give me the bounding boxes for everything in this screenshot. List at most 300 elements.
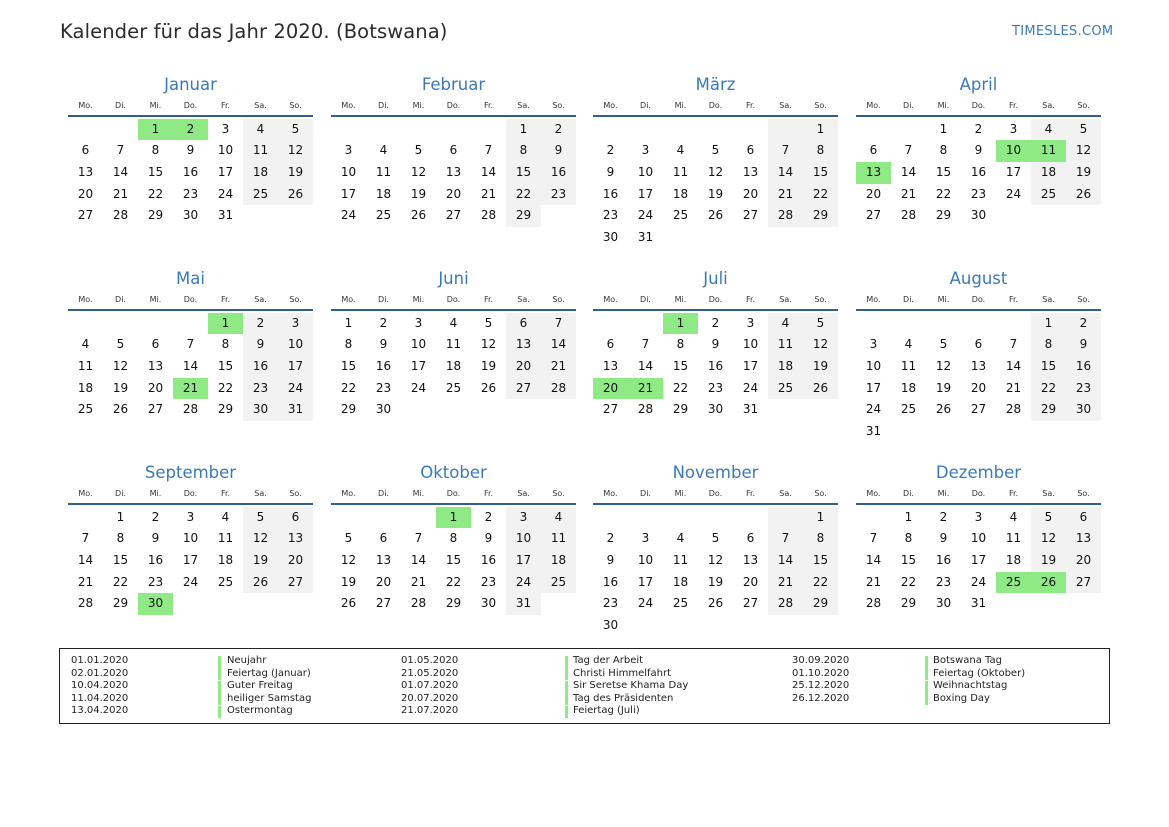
day-cell[interactable]: 23 (1066, 378, 1101, 400)
day-cell[interactable]: 31 (217, 208, 234, 223)
day-cell[interactable]: 20 (506, 356, 541, 378)
day-cell[interactable]: 26 (935, 402, 952, 417)
day-cell[interactable]: 10 (182, 531, 199, 546)
day-cell[interactable]: 27 (602, 402, 619, 417)
day-cell[interactable]: 18 (445, 358, 462, 373)
day-cell[interactable]: 9 (379, 337, 388, 352)
day-cell[interactable]: 25 (768, 378, 803, 400)
day-cell[interactable]: 24 (742, 380, 759, 395)
day-cell[interactable]: 14 (182, 358, 199, 373)
day-cell[interactable]: 16 (541, 162, 576, 184)
day-cell[interactable]: 11 (445, 337, 462, 352)
day-cell[interactable]: 24 (970, 574, 987, 589)
day-cell[interactable]: 28 (900, 208, 917, 223)
day-cell[interactable]: 15 (803, 162, 838, 184)
day-cell[interactable]: 7 (484, 143, 493, 158)
day-cell[interactable]: 23 (935, 574, 952, 589)
day-cell[interactable]: 29 (506, 205, 541, 227)
day-cell[interactable]: 3 (344, 143, 353, 158)
holiday-day[interactable]: 11 (1031, 140, 1066, 162)
day-cell[interactable]: 10 (217, 143, 234, 158)
holiday-day[interactable]: 26 (1031, 572, 1066, 594)
day-cell[interactable]: 13 (77, 164, 94, 179)
day-cell[interactable]: 17 (410, 358, 427, 373)
day-cell[interactable]: 12 (278, 140, 313, 162)
day-cell[interactable]: 17 (340, 186, 357, 201)
day-cell[interactable]: 9 (1066, 334, 1101, 356)
day-cell[interactable]: 8 (344, 337, 353, 352)
day-cell[interactable]: 2 (243, 313, 278, 335)
holiday-day[interactable]: 13 (856, 162, 891, 184)
holiday-day[interactable]: 1 (663, 313, 698, 335)
day-cell[interactable]: 6 (278, 507, 313, 529)
day-cell[interactable]: 22 (672, 380, 689, 395)
day-cell[interactable]: 7 (641, 337, 650, 352)
day-cell[interactable]: 11 (1005, 531, 1022, 546)
day-cell[interactable]: 23 (375, 380, 392, 395)
day-cell[interactable]: 5 (939, 337, 948, 352)
day-cell[interactable]: 28 (865, 596, 882, 611)
day-cell[interactable]: 23 (602, 596, 619, 611)
day-cell[interactable]: 28 (77, 596, 94, 611)
day-cell[interactable]: 28 (637, 402, 654, 417)
day-cell[interactable]: 3 (278, 313, 313, 335)
day-cell[interactable]: 19 (707, 574, 724, 589)
day-cell[interactable]: 15 (112, 552, 129, 567)
day-cell[interactable]: 27 (375, 596, 392, 611)
day-cell[interactable]: 27 (506, 378, 541, 400)
day-cell[interactable]: 22 (340, 380, 357, 395)
day-cell[interactable]: 26 (707, 208, 724, 223)
day-cell[interactable]: 4 (1009, 509, 1018, 524)
day-cell[interactable]: 9 (151, 531, 160, 546)
day-cell[interactable]: 31 (970, 596, 987, 611)
holiday-day[interactable]: 10 (996, 140, 1031, 162)
holiday-day[interactable]: 25 (996, 572, 1031, 594)
day-cell[interactable]: 1 (904, 509, 913, 524)
day-cell[interactable]: 4 (379, 143, 388, 158)
day-cell[interactable]: 29 (900, 596, 917, 611)
day-cell[interactable]: 19 (480, 358, 497, 373)
day-cell[interactable]: 7 (869, 531, 878, 546)
day-cell[interactable]: 2 (541, 119, 576, 141)
day-cell[interactable]: 28 (182, 402, 199, 417)
day-cell[interactable]: 27 (865, 208, 882, 223)
day-cell[interactable]: 17 (217, 164, 234, 179)
day-cell[interactable]: 22 (803, 184, 838, 206)
day-cell[interactable]: 22 (217, 380, 234, 395)
day-cell[interactable]: 21 (900, 186, 917, 201)
holiday-day[interactable]: 21 (628, 378, 663, 400)
day-cell[interactable]: 29 (1031, 399, 1066, 421)
day-cell[interactable]: 2 (151, 509, 160, 524)
day-cell[interactable]: 20 (742, 186, 759, 201)
day-cell[interactable]: 6 (869, 143, 878, 158)
day-cell[interactable]: 17 (637, 574, 654, 589)
day-cell[interactable]: 17 (278, 356, 313, 378)
day-cell[interactable]: 27 (77, 208, 94, 223)
day-cell[interactable]: 30 (1066, 399, 1101, 421)
day-cell[interactable]: 1 (803, 119, 838, 141)
day-cell[interactable]: 28 (410, 596, 427, 611)
day-cell[interactable]: 11 (672, 164, 689, 179)
day-cell[interactable]: 1 (1031, 313, 1066, 335)
day-cell[interactable]: 13 (147, 358, 164, 373)
day-cell[interactable]: 3 (221, 121, 230, 136)
day-cell[interactable]: 12 (803, 334, 838, 356)
day-cell[interactable]: 20 (147, 380, 164, 395)
day-cell[interactable]: 3 (1009, 121, 1018, 136)
day-cell[interactable]: 5 (1031, 507, 1066, 529)
day-cell[interactable]: 14 (541, 334, 576, 356)
day-cell[interactable]: 12 (1031, 528, 1066, 550)
day-cell[interactable]: 12 (707, 164, 724, 179)
day-cell[interactable]: 11 (541, 528, 576, 550)
day-cell[interactable]: 21 (865, 574, 882, 589)
day-cell[interactable]: 7 (414, 531, 423, 546)
day-cell[interactable]: 9 (541, 140, 576, 162)
day-cell[interactable]: 29 (147, 208, 164, 223)
day-cell[interactable]: 29 (445, 596, 462, 611)
day-cell[interactable]: 18 (217, 552, 234, 567)
day-cell[interactable]: 15 (900, 552, 917, 567)
day-cell[interactable]: 4 (676, 143, 685, 158)
day-cell[interactable]: 11 (217, 531, 234, 546)
day-cell[interactable]: 31 (742, 402, 759, 417)
day-cell[interactable]: 27 (970, 402, 987, 417)
day-cell[interactable]: 12 (340, 552, 357, 567)
day-cell[interactable]: 15 (935, 164, 952, 179)
day-cell[interactable]: 7 (541, 313, 576, 335)
day-cell[interactable]: 18 (900, 380, 917, 395)
day-cell[interactable]: 19 (1066, 162, 1101, 184)
day-cell[interactable]: 14 (77, 552, 94, 567)
day-cell[interactable]: 4 (449, 315, 458, 330)
day-cell[interactable]: 5 (243, 507, 278, 529)
day-cell[interactable]: 18 (672, 574, 689, 589)
day-cell[interactable]: 24 (1005, 186, 1022, 201)
day-cell[interactable]: 21 (77, 574, 94, 589)
day-cell[interactable]: 23 (541, 184, 576, 206)
day-cell[interactable]: 24 (637, 596, 654, 611)
day-cell[interactable]: 4 (541, 507, 576, 529)
day-cell[interactable]: 14 (768, 550, 803, 572)
day-cell[interactable]: 3 (186, 509, 195, 524)
day-cell[interactable]: 6 (974, 337, 983, 352)
day-cell[interactable]: 4 (243, 119, 278, 141)
day-cell[interactable]: 9 (484, 531, 493, 546)
day-cell[interactable]: 1 (803, 507, 838, 529)
day-cell[interactable]: 20 (278, 550, 313, 572)
day-cell[interactable]: 2 (974, 121, 983, 136)
day-cell[interactable]: 22 (112, 574, 129, 589)
day-cell[interactable]: 26 (243, 572, 278, 594)
day-cell[interactable]: 26 (340, 596, 357, 611)
day-cell[interactable]: 13 (602, 358, 619, 373)
day-cell[interactable]: 3 (506, 507, 541, 529)
day-cell[interactable]: 15 (803, 550, 838, 572)
day-cell[interactable]: 13 (1066, 528, 1101, 550)
day-cell[interactable]: 15 (1031, 356, 1066, 378)
day-cell[interactable]: 6 (81, 143, 90, 158)
day-cell[interactable]: 21 (768, 572, 803, 594)
day-cell[interactable]: 2 (711, 315, 720, 330)
day-cell[interactable]: 22 (803, 572, 838, 594)
site-link[interactable]: TIMESLES.COM (1012, 24, 1114, 39)
day-cell[interactable]: 5 (278, 119, 313, 141)
day-cell[interactable]: 23 (182, 186, 199, 201)
day-cell[interactable]: 14 (900, 164, 917, 179)
day-cell[interactable]: 27 (742, 596, 759, 611)
day-cell[interactable]: 9 (243, 334, 278, 356)
day-cell[interactable]: 24 (865, 402, 882, 417)
day-cell[interactable]: 7 (1009, 337, 1018, 352)
day-cell[interactable]: 31 (278, 399, 313, 421)
day-cell[interactable]: 14 (637, 358, 654, 373)
day-cell[interactable]: 8 (116, 531, 125, 546)
day-cell[interactable]: 17 (182, 552, 199, 567)
day-cell[interactable]: 8 (676, 337, 685, 352)
day-cell[interactable]: 6 (606, 337, 615, 352)
day-cell[interactable]: 3 (641, 143, 650, 158)
day-cell[interactable]: 31 (506, 593, 541, 615)
day-cell[interactable]: 28 (768, 593, 803, 615)
day-cell[interactable]: 13 (742, 552, 759, 567)
day-cell[interactable]: 9 (939, 531, 948, 546)
day-cell[interactable]: 26 (707, 596, 724, 611)
day-cell[interactable]: 14 (112, 164, 129, 179)
day-cell[interactable]: 5 (484, 315, 493, 330)
day-cell[interactable]: 30 (970, 208, 987, 223)
day-cell[interactable]: 14 (480, 164, 497, 179)
day-cell[interactable]: 13 (445, 164, 462, 179)
day-cell[interactable]: 12 (935, 358, 952, 373)
day-cell[interactable]: 5 (711, 143, 720, 158)
day-cell[interactable]: 4 (676, 531, 685, 546)
day-cell[interactable]: 28 (768, 205, 803, 227)
day-cell[interactable]: 9 (711, 337, 720, 352)
day-cell[interactable]: 11 (900, 358, 917, 373)
day-cell[interactable]: 19 (803, 356, 838, 378)
day-cell[interactable]: 14 (410, 552, 427, 567)
day-cell[interactable]: 8 (803, 528, 838, 550)
day-cell[interactable]: 13 (278, 528, 313, 550)
holiday-day[interactable]: 1 (208, 313, 243, 335)
day-cell[interactable]: 24 (637, 208, 654, 223)
day-cell[interactable]: 17 (865, 380, 882, 395)
day-cell[interactable]: 21 (541, 356, 576, 378)
day-cell[interactable]: 30 (375, 402, 392, 417)
day-cell[interactable]: 29 (340, 402, 357, 417)
day-cell[interactable]: 16 (602, 186, 619, 201)
day-cell[interactable]: 20 (970, 380, 987, 395)
day-cell[interactable]: 7 (768, 140, 803, 162)
day-cell[interactable]: 8 (904, 531, 913, 546)
day-cell[interactable]: 5 (711, 531, 720, 546)
day-cell[interactable]: 7 (904, 143, 913, 158)
day-cell[interactable]: 9 (974, 143, 983, 158)
day-cell[interactable]: 2 (1066, 313, 1101, 335)
day-cell[interactable]: 23 (707, 380, 724, 395)
day-cell[interactable]: 25 (672, 596, 689, 611)
day-cell[interactable]: 20 (375, 574, 392, 589)
day-cell[interactable]: 14 (865, 552, 882, 567)
day-cell[interactable]: 25 (672, 208, 689, 223)
holiday-day[interactable]: 21 (173, 378, 208, 400)
day-cell[interactable]: 7 (768, 528, 803, 550)
day-cell[interactable]: 18 (672, 186, 689, 201)
day-cell[interactable]: 2 (606, 531, 615, 546)
day-cell[interactable]: 5 (344, 531, 353, 546)
day-cell[interactable]: 25 (445, 380, 462, 395)
day-cell[interactable]: 22 (506, 184, 541, 206)
day-cell[interactable]: 8 (1031, 334, 1066, 356)
day-cell[interactable]: 6 (1066, 507, 1101, 529)
day-cell[interactable]: 15 (506, 162, 541, 184)
day-cell[interactable]: 22 (900, 574, 917, 589)
day-cell[interactable]: 15 (340, 358, 357, 373)
day-cell[interactable]: 9 (606, 552, 615, 567)
day-cell[interactable]: 8 (506, 140, 541, 162)
day-cell[interactable]: 2 (606, 143, 615, 158)
day-cell[interactable]: 29 (803, 205, 838, 227)
day-cell[interactable]: 12 (1066, 140, 1101, 162)
day-cell[interactable]: 2 (379, 315, 388, 330)
day-cell[interactable]: 4 (768, 313, 803, 335)
day-cell[interactable]: 30 (602, 618, 619, 632)
day-cell[interactable]: 15 (672, 358, 689, 373)
day-cell[interactable]: 8 (449, 531, 458, 546)
day-cell[interactable]: 29 (672, 402, 689, 417)
day-cell[interactable]: 26 (278, 184, 313, 206)
day-cell[interactable]: 11 (243, 140, 278, 162)
day-cell[interactable]: 23 (147, 574, 164, 589)
day-cell[interactable]: 17 (970, 552, 987, 567)
day-cell[interactable]: 16 (1066, 356, 1101, 378)
day-cell[interactable]: 16 (182, 164, 199, 179)
day-cell[interactable]: 23 (602, 208, 619, 223)
day-cell[interactable]: 16 (935, 552, 952, 567)
day-cell[interactable]: 3 (869, 337, 878, 352)
day-cell[interactable]: 9 (606, 164, 615, 179)
day-cell[interactable]: 21 (768, 184, 803, 206)
day-cell[interactable]: 30 (243, 399, 278, 421)
day-cell[interactable]: 21 (112, 186, 129, 201)
day-cell[interactable]: 30 (602, 230, 619, 244)
day-cell[interactable]: 13 (742, 164, 759, 179)
day-cell[interactable]: 27 (278, 572, 313, 594)
day-cell[interactable]: 8 (939, 143, 948, 158)
day-cell[interactable]: 24 (182, 574, 199, 589)
day-cell[interactable]: 1 (939, 121, 948, 136)
day-cell[interactable]: 30 (707, 402, 724, 417)
day-cell[interactable]: 8 (803, 140, 838, 162)
day-cell[interactable]: 17 (742, 358, 759, 373)
holiday-day[interactable]: 30 (138, 593, 173, 615)
day-cell[interactable]: 29 (935, 208, 952, 223)
day-cell[interactable]: 24 (340, 208, 357, 223)
day-cell[interactable]: 10 (278, 334, 313, 356)
day-cell[interactable]: 20 (1066, 550, 1101, 572)
day-cell[interactable]: 20 (445, 186, 462, 201)
day-cell[interactable]: 12 (112, 358, 129, 373)
day-cell[interactable]: 16 (147, 552, 164, 567)
day-cell[interactable]: 30 (935, 596, 952, 611)
day-cell[interactable]: 16 (970, 164, 987, 179)
day-cell[interactable]: 2 (484, 509, 493, 524)
day-cell[interactable]: 18 (1031, 162, 1066, 184)
day-cell[interactable]: 24 (217, 186, 234, 201)
day-cell[interactable]: 24 (410, 380, 427, 395)
day-cell[interactable]: 23 (480, 574, 497, 589)
day-cell[interactable]: 19 (340, 574, 357, 589)
day-cell[interactable]: 6 (449, 143, 458, 158)
holiday-day[interactable]: 1 (138, 119, 173, 141)
day-cell[interactable]: 6 (506, 313, 541, 335)
day-cell[interactable]: 26 (1066, 184, 1101, 206)
day-cell[interactable]: 18 (77, 380, 94, 395)
day-cell[interactable]: 18 (243, 162, 278, 184)
day-cell[interactable]: 19 (243, 550, 278, 572)
day-cell[interactable]: 18 (768, 356, 803, 378)
day-cell[interactable]: 5 (803, 313, 838, 335)
day-cell[interactable]: 16 (480, 552, 497, 567)
day-cell[interactable]: 29 (217, 402, 234, 417)
day-cell[interactable]: 10 (970, 531, 987, 546)
day-cell[interactable]: 22 (445, 574, 462, 589)
day-cell[interactable]: 3 (414, 315, 423, 330)
day-cell[interactable]: 13 (970, 358, 987, 373)
day-cell[interactable]: 27 (445, 208, 462, 223)
day-cell[interactable]: 30 (182, 208, 199, 223)
day-cell[interactable]: 12 (410, 164, 427, 179)
day-cell[interactable]: 31 (865, 424, 882, 438)
day-cell[interactable]: 23 (970, 186, 987, 201)
day-cell[interactable]: 1 (116, 509, 125, 524)
day-cell[interactable]: 6 (151, 337, 160, 352)
day-cell[interactable]: 10 (506, 528, 541, 550)
day-cell[interactable]: 28 (1005, 402, 1022, 417)
day-cell[interactable]: 16 (707, 358, 724, 373)
day-cell[interactable]: 18 (1005, 552, 1022, 567)
day-cell[interactable]: 14 (768, 162, 803, 184)
day-cell[interactable]: 5 (116, 337, 125, 352)
day-cell[interactable]: 17 (506, 550, 541, 572)
day-cell[interactable]: 25 (77, 402, 94, 417)
day-cell[interactable]: 9 (186, 143, 195, 158)
day-cell[interactable]: 3 (974, 509, 983, 524)
day-cell[interactable]: 16 (602, 574, 619, 589)
day-cell[interactable]: 24 (506, 572, 541, 594)
day-cell[interactable]: 26 (803, 378, 838, 400)
day-cell[interactable]: 25 (243, 184, 278, 206)
holiday-day[interactable]: 20 (593, 378, 628, 400)
day-cell[interactable]: 29 (803, 593, 838, 615)
day-cell[interactable]: 28 (480, 208, 497, 223)
day-cell[interactable]: 17 (1005, 164, 1022, 179)
day-cell[interactable]: 4 (1031, 119, 1066, 141)
day-cell[interactable]: 25 (541, 572, 576, 594)
day-cell[interactable]: 6 (746, 143, 755, 158)
day-cell[interactable]: 5 (414, 143, 423, 158)
day-cell[interactable]: 19 (278, 162, 313, 184)
day-cell[interactable]: 11 (672, 552, 689, 567)
holiday-day[interactable]: 2 (173, 119, 208, 141)
day-cell[interactable]: 11 (375, 164, 392, 179)
day-cell[interactable]: 11 (77, 358, 94, 373)
day-cell[interactable]: 27 (1066, 572, 1101, 594)
day-cell[interactable]: 12 (243, 528, 278, 550)
